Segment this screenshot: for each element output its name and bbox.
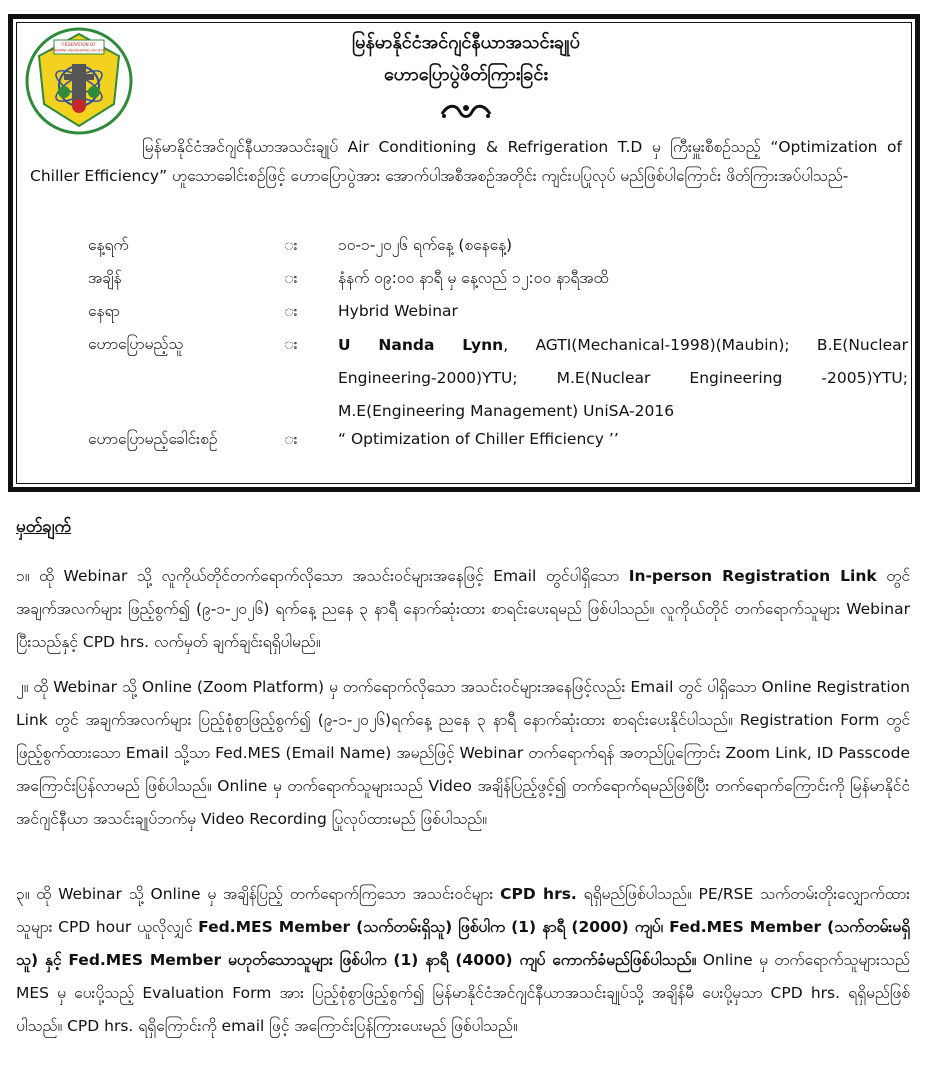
- logo-text-line2: MYANMAR ENGINEERING SOCIETIES: [50, 48, 108, 53]
- note-3-text-e: Online မှ တက်ရောက်သူများသည် MES မှ ပေးပို့သည့် Evaluation Form အား ပြည့်စုံစွာဖြည့်စွက်၍ မြန်မာနိုင်ငံအင်ဂျင်နီယာအသင်းချုပ်သို့ အချိန်မီ ပေးပို့မှသာ CPD hrs. ရရှိမည်ဖြစ်ပါသည်။ CPD hrs. ရရှိကြောင်းကို email ဖြင့် အကြောင်းပြန်ကြားပေးမည် ဖြစ်ပါသည်။: [16, 951, 910, 1035]
- note-3: [16, 878, 910, 1043]
- colon: း: [284, 335, 298, 353]
- title-line-1: မြန်မာနိုင်ငံအင်ဂျင်နီယာအသင်းချုပ်: [352, 32, 580, 53]
- speaker-qualifications: , AGTI(Mechanical-1998)(Maubin); B.E(Nuclear Engineering-2000)YTU; M.E(Nuclear Engineering -2005)YTU; M.E(Engineering Management) UniSA-2016: [338, 336, 908, 420]
- colon: း: [284, 302, 298, 320]
- note-1-text-a: ၁။ ထို Webinar သို့ လူကိုယ်တိုင်တက်ရောက်လိုသော အသင်းဝင်များအနေဖြင့် Email တွင်ပါရှိသော: [16, 567, 629, 585]
- colon: း: [284, 430, 298, 448]
- topic-label: ဟောပြောမည့်ခေါင်းစဉ်: [88, 430, 218, 448]
- logo-text-line1: FEDERATION OF: [62, 42, 96, 47]
- ornament-flourish-icon: [436, 100, 496, 122]
- detail-row-time: [0, 265, 932, 291]
- detail-row-date: [0, 232, 932, 258]
- venue-label: နေရာ: [88, 302, 120, 320]
- time-label: အချိန်: [88, 269, 122, 287]
- colon: း: [284, 236, 298, 254]
- speaker-value: [338, 329, 908, 428]
- speaker-label: ဟောပြောမည့်သူ: [88, 335, 184, 353]
- note-3-text-a: ၃။ ထို Webinar သို့ Online မှ အချိန်ပြည့် တက်ရောက်ကြသော အသင်းဝင်များ: [16, 885, 501, 903]
- detail-row-topic: [0, 426, 932, 452]
- date-value: ၁၀-၁-၂၀၂၆ ရက်နေ့ (စနေနေ့): [338, 236, 513, 254]
- notes-heading: မှတ်ချက်: [16, 517, 72, 537]
- date-label: နေ့ရက်: [88, 236, 129, 254]
- venue-value: Hybrid Webinar: [338, 302, 458, 320]
- speaker-name: U Nanda Lynn: [338, 336, 504, 354]
- note-1: [16, 560, 910, 659]
- intro-paragraph: မြန်မာနိုင်ငံအင်ဂျင်နီယာအသင်းချုပ် Air Conditioning & Refrigeration T.D မှ ကြီးမှူးစီစဉ်သည့် “Optimization of Chiller Efficiency” ဟူသောခေါင်းစဉ်ဖြင့် ဟောပြောပွဲအား အောက်ပါအစီအစဉ်အတိုင်း ကျင်းပပြုလုပ် မည်ဖြစ်ပါကြောင်း ဖိတ်ကြားအပ်ပါသည်-: [30, 138, 902, 185]
- note-3-text-c: ရရှိမည်ဖြစ်ပါသည်။ PE/RSE သက်တမ်းတိုးလျှောက်ထားသူများ CPD hour ယူလိုလျှင်: [16, 885, 910, 936]
- note-3-fees: Fed.MES Member (သက်တမ်းရှိသူ) ဖြစ်ပါက (1) နာရီ (2000) ကျပ်၊ Fed.MES Member (သက်တမ်းမရှိသူ) နှင့် Fed.MES Member မဟုတ်သောသူများ ဖြစ်ပါက (1) နာရီ (4000) ကျပ် ကောက်ခံမည်ဖြစ်ပါသည်။: [16, 918, 910, 969]
- detail-row-venue: [0, 298, 932, 324]
- topic-value: “ Optimization of Chiller Efficiency ’’: [338, 430, 619, 448]
- time-value: နံနက် ၀၉:၀၀ နာရီ မှ နေ့လည် ၁၂:၀၀ နာရီအထိ: [338, 269, 609, 287]
- title-line-2: ဟောပြောပွဲဖိတ်ကြားခြင်း: [384, 64, 548, 85]
- note-3-cpd: CPD hrs.: [500, 885, 577, 903]
- note-1-registration-link: In-person Registration Link: [628, 567, 877, 585]
- note-1-text-c: တွင် အချက်အလက်များ ဖြည့်စွက်၍ (၉-၁-၂၀၂၆) ရက်နေ့ ညနေ ၃ နာရီ နောက်ဆုံးထား စာရင်းပေးရမည် ဖြစ်ပါသည်။ လူကိုယ်တိုင် တက်ရောက်သူများ Webinar ပြီးသည်နှင့် CPD hrs. လက်မှတ် ချက်ချင်းရရှိပါမည်။: [16, 567, 910, 651]
- note-2: ၂။ ထို Webinar သို့ Online (Zoom Platform) မှ တက်ရောက်လိုသော အသင်းဝင်များအနေဖြင့်လည်း Email တွင် ပါရှိသော Online Registration Link တွင် အချက်အလက်များ ပြည့်စုံစွာဖြည့်စွက်၍ (၉-၁-၂၀၂၆)ရက်နေ့ ညနေ ၃ နာရီ နောက်ဆုံးထား စာရင်းပေးနိုင်ပါသည်။ Registration Form တွင် ဖြည့်စွက်ထားသော Email သို့သာ Fed.MES (Email Name) အမည်ဖြင့် Webinar တက်ရောက်ရန် အတည်ပြုကြောင်း Zoom Link, ID Passcode အကြောင်းပြန်လာမည် ဖြစ်ပါသည်။ Online မှ တက်ရောက်သူများသည် Video အချိန်ပြည့်ဖွင့်၍ တက်ရောက်ရမည်ဖြစ်ပြီး တက်ရောက်ကြောင်းကို မြန်မာနိုင်ငံအင်ဂျင်နီယာ အသင်းချုပ်ဘက်မှ Video Recording ပြုလုပ်ထားမည် ဖြစ်ပါသည်။: [16, 678, 910, 828]
- colon: း: [284, 269, 298, 287]
